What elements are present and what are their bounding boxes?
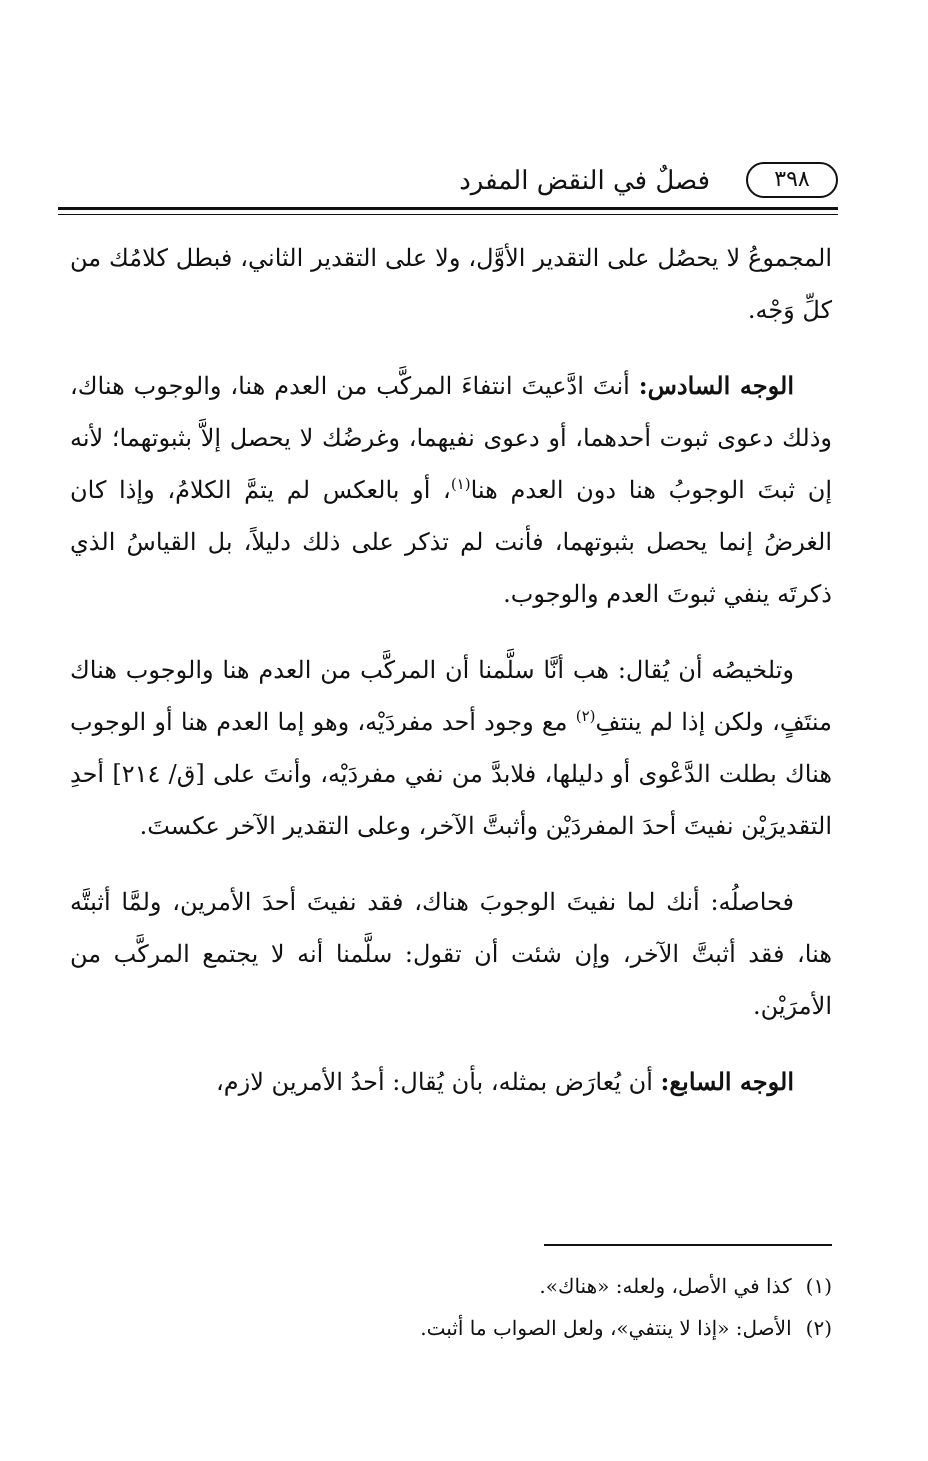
section-lead-sixth: الوجه السادس: [638, 371, 795, 400]
paragraph-2-text-a: أنتَ ادَّعيتَ انتفاءَ المركَّب من العدم هنا، والوجوب هناك، وذلك دعوى ثبوت أحدهما، أو دعوى نفيهما، وغرضُك لا يحصل إلاَّ بثبوتهما؛ لأنه إن ثبتَ الوجوبُ هنا دون العدم هنا [70, 372, 832, 504]
footnote-2 [70, 1307, 832, 1349]
running-title: فصلٌ في النقض المفرد [459, 166, 710, 196]
paragraph-3-text-a: وتلخيصُه أن يُقال: هب أنَّا سلَّمنا أن المركَّب من العدم هنا والوجوب هناك منتَفٍ، ولكن إذا لم ينتفِ [70, 656, 833, 736]
footnote-ref-2[interactable]: (٢) [575, 707, 596, 725]
paragraph-2 [70, 360, 832, 620]
paragraph-1 [70, 232, 832, 336]
paragraph-4 [70, 876, 832, 1032]
main-text [70, 232, 832, 1132]
section-lead-seventh: الوجه السابع: [660, 1067, 794, 1096]
footnote-2-text: الأصل: «إذا لا ينتفي»، ولعل الصواب ما أثبت. [420, 1316, 792, 1340]
paragraph-1-text: المجموعُ لا يحصُل على التقدير الأوَّل، ولا على التقدير الثاني، فبطل كلامُك من كلِّ وَجْه. [70, 244, 832, 324]
footnote-1 [70, 1265, 832, 1307]
page-number: ٣٩٨ [746, 162, 838, 198]
paragraph-3-text-b: مع وجود أحد مفردَيْه، وهو إما العدم هنا أو الوجوب هناك بطلت الدَّعْوى أو دليلها، فلابدَّ من نفي مفردَيْه، وأنتَ على [ق/ ٢١٤] أحدِ التقديرَيْن نفيتَ أحدَ المفردَيْن وأثبتَّ الآخر، وعلى التقدير الآخر عكستَ. [70, 708, 832, 840]
header-rule-thin [58, 214, 838, 215]
header-rule-thick [58, 207, 838, 210]
footnote-separator [544, 1244, 832, 1246]
paragraph-4-text: فحاصلُه: أنك لما نفيتَ الوجوبَ هناك، فقد نفيتَ أحدَ الأمرين، ولمَّا أثبتَّه هنا، فقد أثبتَّ الآخر، وإن شئت أن تقول: سلَّمنا أنه لا يجتمع المركَّب من الأمرَيْن. [70, 888, 832, 1020]
paragraph-3 [70, 644, 832, 852]
paragraph-2-text-b: ، أو بالعكس لم يتمَّ الكلامُ، وإذا كان الغرضُ إنما يحصل بثبوتهما، فأنت لم تذكر على ذلك دليلاً، بل القياسُ الذي ذكرتَه ينفي ثبوتَ العدم والوجوب. [70, 476, 832, 608]
footnote-1-text: كذا في الأصل، ولعله: «هناك». [539, 1274, 792, 1298]
paragraph-5-text: أن يُعارَض بمثله، بأن يُقال: أحدُ الأمرين لازم، [216, 1068, 661, 1096]
footnote-1-number: (١) [805, 1274, 832, 1298]
footnote-ref-1[interactable]: (١) [450, 475, 471, 493]
paragraph-5 [70, 1056, 832, 1108]
footnote-2-number: (٢) [805, 1316, 832, 1340]
page-header [58, 160, 838, 200]
footnotes [70, 1265, 832, 1349]
